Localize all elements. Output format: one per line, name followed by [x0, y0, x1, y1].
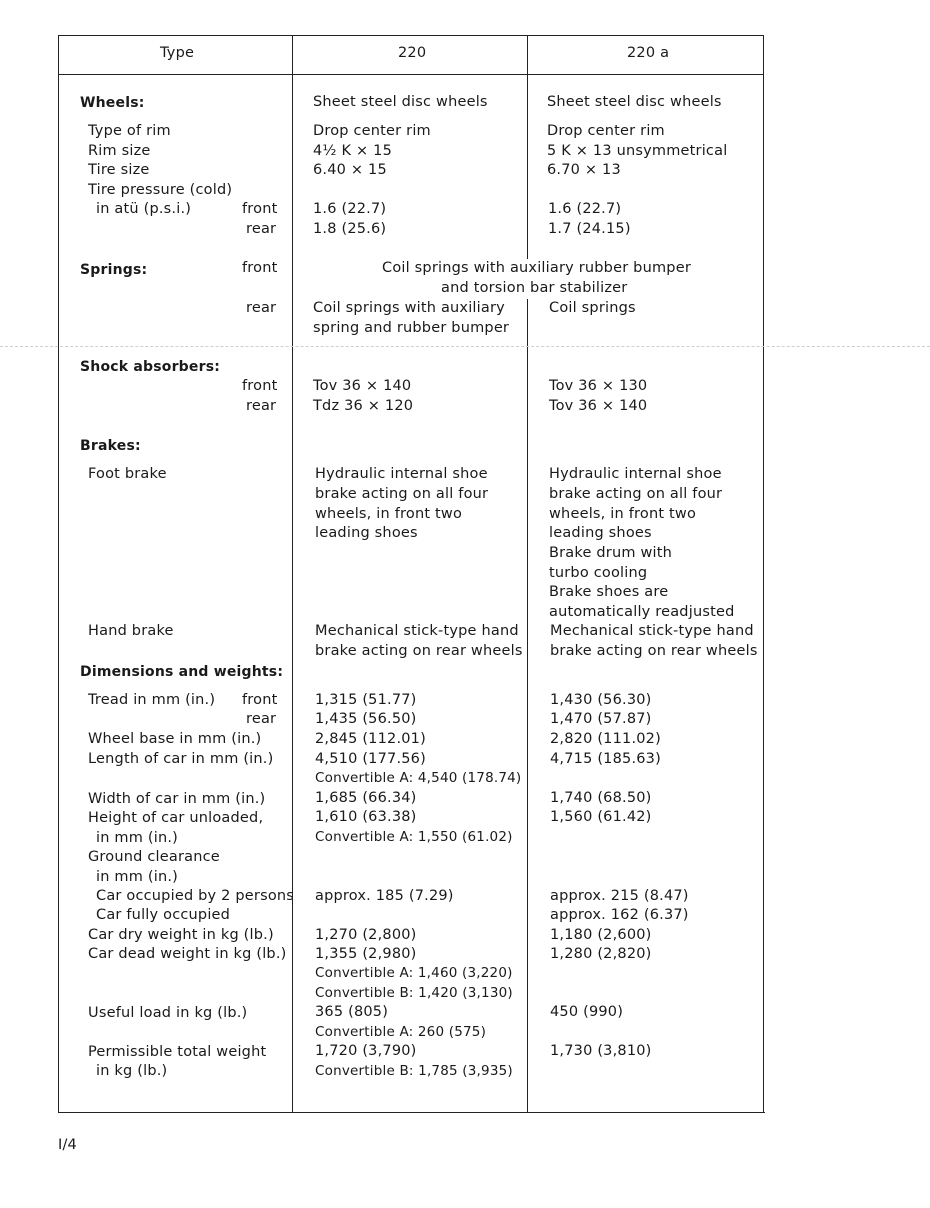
occupied-2-220: approx. 185 (7.29) — [315, 888, 454, 904]
rim-220: Drop center rim — [313, 123, 431, 139]
header-220: 220 — [398, 45, 427, 61]
tread-label: Tread in mm (in.) — [88, 692, 216, 708]
springs-rear-220-1: Coil springs with auxiliary — [313, 300, 505, 316]
width-220: 1,685 (66.34) — [315, 790, 417, 806]
pressure-rear-label: rear — [246, 221, 277, 237]
tread-rear-220: 1,435 (56.50) — [315, 711, 417, 727]
height-220a: 1,560 (61.42) — [550, 809, 652, 825]
useful-load-label: Useful load in kg (lb.) — [88, 1005, 248, 1021]
wheelbase-label: Wheel base in mm (in.) — [88, 731, 262, 747]
width-label: Width of car in mm (in.) — [88, 791, 266, 807]
tiresize-220: 6.40 × 15 — [313, 162, 387, 178]
rimsize-220a: 5 K × 13 unsymmetrical — [547, 143, 728, 159]
shock-rear-label: rear — [246, 398, 277, 414]
hand-brake-220a-line: brake acting on rear wheels — [550, 643, 758, 659]
dead-weight-220a: 1,280 (2,820) — [550, 946, 652, 962]
springs-front-both-1: Coil springs with auxiliary rubber bumper — [380, 259, 693, 279]
occupied-2-label: Car occupied by 2 persons — [96, 888, 295, 904]
height-label-1: Height of car unloaded, — [88, 810, 264, 826]
foot-brake-label: Foot brake — [88, 466, 167, 482]
wheelbase-220: 2,845 (112.01) — [315, 731, 426, 747]
permissible-weight-label-2: in kg (lb.) — [96, 1063, 168, 1079]
dead-weight-220-convertible-a: Convertible A: 1,460 (3,220) — [315, 965, 513, 981]
springs-rear-label: rear — [246, 300, 277, 316]
rim-220a: Drop center rim — [547, 123, 665, 139]
tread-front-220a: 1,430 (56.30) — [550, 692, 652, 708]
pressure-front-label: front — [242, 201, 278, 217]
foot-brake-220a-line: turbo cooling — [549, 565, 648, 581]
dry-weight-220: 1,270 (2,800) — [315, 927, 417, 943]
permissible-weight-220a: 1,730 (3,810) — [550, 1043, 652, 1059]
shock-front-220: Tov 36 × 140 — [313, 378, 412, 394]
length-220a: 4,715 (185.63) — [550, 751, 661, 767]
length-label: Length of car in mm (in.) — [88, 751, 274, 767]
springs-rear-220a: Coil springs — [549, 300, 636, 316]
width-220a: 1,740 (68.50) — [550, 790, 652, 806]
fully-occupied-220a: approx. 162 (6.37) — [550, 907, 689, 923]
shock-rear-220: Tdz 36 × 120 — [313, 398, 414, 414]
permissible-weight-220: 1,720 (3,790) — [315, 1043, 417, 1059]
foot-brake-220a-line: brake acting on all four — [549, 486, 723, 502]
shock-heading: Shock absorbers: — [80, 359, 221, 375]
column-divider-2 — [527, 35, 528, 1113]
pressure-rear-220a: 1.7 (24.15) — [548, 221, 631, 237]
table-right-border — [763, 35, 764, 1113]
tread-front-220: 1,315 (51.77) — [315, 692, 417, 708]
brakes-heading: Brakes: — [80, 438, 141, 454]
tread-rear-label: rear — [246, 711, 277, 727]
tread-rear-220a: 1,470 (57.87) — [550, 711, 652, 727]
rimsize-220: 4½ K × 15 — [313, 143, 393, 159]
foot-brake-220-line: Hydraulic internal shoe — [315, 466, 488, 482]
springs-heading: Springs: — [80, 262, 148, 278]
shock-front-label: front — [242, 378, 278, 394]
useful-load-220a: 450 (990) — [550, 1004, 624, 1020]
dimensions-heading: Dimensions and weights: — [80, 664, 284, 680]
length-220-convertible: Convertible A: 4,540 (178.74) — [315, 770, 522, 786]
wheels-220: Sheet steel disc wheels — [313, 94, 488, 110]
tiresize-220a: 6.70 × 13 — [547, 162, 621, 178]
ground-label-2: in mm (in.) — [96, 869, 179, 885]
header-type: Type — [160, 45, 195, 61]
tiresize-label: Tire size — [88, 162, 150, 178]
height-220: 1,610 (63.38) — [315, 809, 417, 825]
shock-front-220a: Tov 36 × 130 — [549, 378, 648, 394]
occupied-2-220a: approx. 215 (8.47) — [550, 888, 689, 904]
springs-rear-220-2: spring and rubber bumper — [313, 320, 510, 336]
springs-front-label: front — [242, 260, 278, 276]
tread-front-label: front — [242, 692, 278, 708]
hand-brake-220-line: brake acting on rear wheels — [315, 643, 523, 659]
hand-brake-220a-line: Mechanical stick-type hand — [550, 623, 754, 639]
wheels-heading: Wheels: — [80, 95, 145, 111]
scan-artifact-line — [0, 346, 930, 347]
foot-brake-220a-line: Brake shoes are — [549, 584, 669, 600]
foot-brake-220a-line: wheels, in front two — [549, 506, 697, 522]
dead-weight-label: Car dead weight in kg (lb.) — [88, 946, 287, 962]
height-label-2: in mm (in.) — [96, 830, 179, 846]
pressure-front-220: 1.6 (22.7) — [313, 201, 387, 217]
useful-load-220: 365 (805) — [315, 1004, 389, 1020]
fully-occupied-label: Car fully occupied — [96, 907, 231, 923]
ground-label-1: Ground clearance — [88, 849, 220, 865]
foot-brake-220a-line: leading shoes — [549, 525, 652, 541]
pressure-label-2: in atü (p.s.i.) — [96, 201, 192, 217]
header-bottom-border — [58, 74, 763, 75]
wheelbase-220a: 2,820 (111.02) — [550, 731, 661, 747]
dead-weight-220: 1,355 (2,980) — [315, 946, 417, 962]
foot-brake-220a-line: Hydraulic internal shoe — [549, 466, 722, 482]
dry-weight-label: Car dry weight in kg (lb.) — [88, 927, 274, 943]
permissible-weight-label-1: Permissible total weight — [88, 1044, 267, 1060]
column-divider-1 — [292, 35, 293, 1113]
table-top-border — [58, 35, 763, 36]
table-left-border — [58, 35, 59, 1113]
rimsize-label: Rim size — [88, 143, 151, 159]
page-number: I/4 — [58, 1137, 77, 1153]
hand-brake-label: Hand brake — [88, 623, 174, 639]
foot-brake-220-line: leading shoes — [315, 525, 418, 541]
foot-brake-220-line: brake acting on all four — [315, 486, 489, 502]
pressure-rear-220: 1.8 (25.6) — [313, 221, 387, 237]
foot-brake-220a-line: automatically readjusted — [549, 604, 735, 620]
dead-weight-220-convertible-b: Convertible B: 1,420 (3,130) — [315, 985, 513, 1001]
height-220-convertible: Convertible A: 1,550 (61.02) — [315, 829, 513, 845]
springs-front-both-2: and torsion bar stabilizer — [439, 279, 629, 299]
table-bottom-border — [58, 1112, 765, 1113]
hand-brake-220-line: Mechanical stick-type hand — [315, 623, 519, 639]
length-220: 4,510 (177.56) — [315, 751, 426, 767]
foot-brake-220-line: wheels, in front two — [315, 506, 463, 522]
pressure-front-220a: 1.6 (22.7) — [548, 201, 622, 217]
useful-load-220-convertible: Convertible A: 260 (575) — [315, 1024, 487, 1040]
wheels-220a: Sheet steel disc wheels — [547, 94, 722, 110]
header-220a: 220 a — [627, 45, 670, 61]
dry-weight-220a: 1,180 (2,600) — [550, 927, 652, 943]
permissible-weight-220-convertible: Convertible B: 1,785 (3,935) — [315, 1063, 513, 1079]
shock-rear-220a: Tov 36 × 140 — [549, 398, 648, 414]
rim-label: Type of rim — [88, 123, 171, 139]
foot-brake-220a-line: Brake drum with — [549, 545, 673, 561]
pressure-label-1: Tire pressure (cold) — [88, 182, 233, 198]
